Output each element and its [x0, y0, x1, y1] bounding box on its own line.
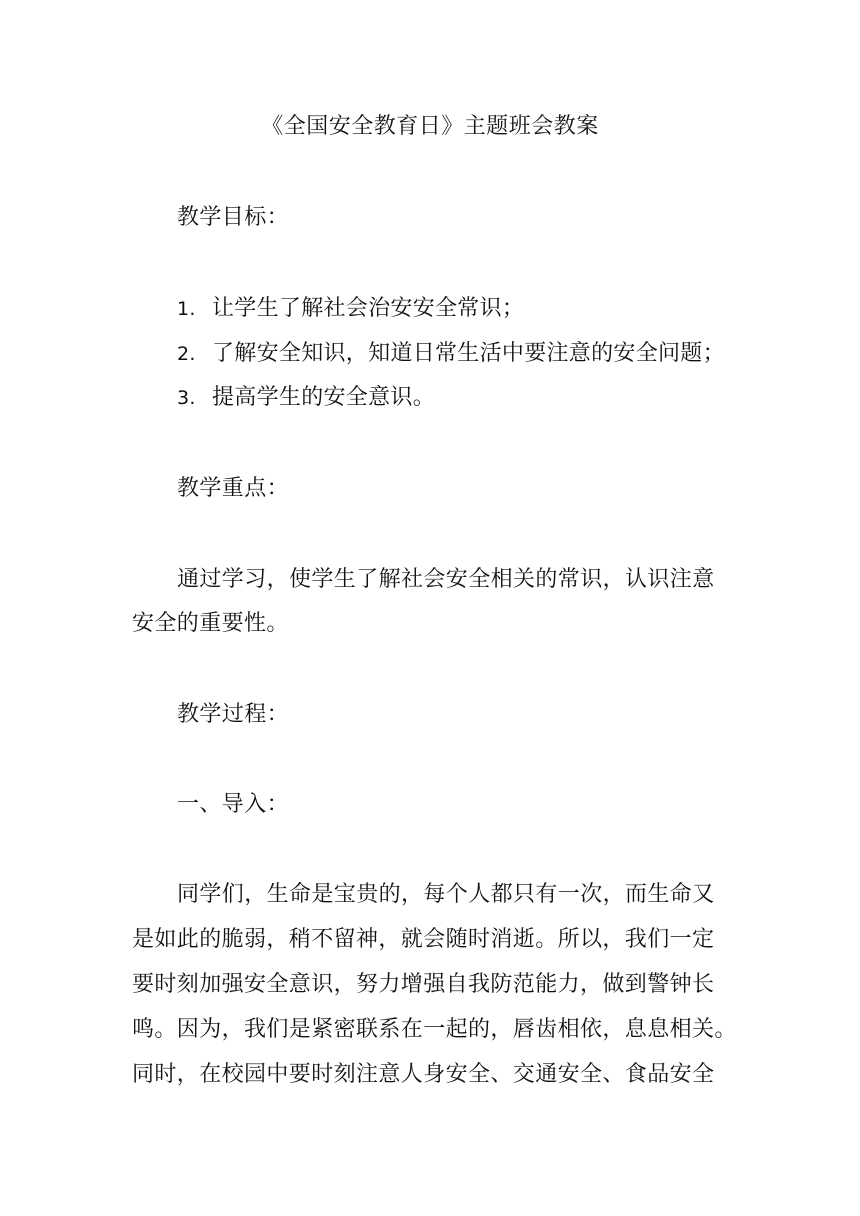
objective-number: 3. — [177, 387, 196, 409]
key-points-line-2: 安全的重要性。 — [132, 611, 289, 636]
objective-text: 了解安全知识，知道日常生活中要注意的安全问题； — [212, 341, 725, 366]
document-title: 《全国安全教育日》主题班会教案 — [261, 114, 599, 139]
objective-text: 让学生了解社会治安安全常识； — [212, 296, 525, 321]
intro-line-3: 要时刻加强安全意识，努力增强自我防范能力，做到警钟长 — [132, 972, 715, 997]
objective-item-3 — [177, 383, 435, 413]
key-points-heading: 教学重点： — [177, 476, 290, 501]
intro-line-5: 同时，在校园中要时刻注意人身安全、交通安全、食品安全 — [132, 1062, 715, 1087]
objectives-heading: 教学目标： — [177, 205, 290, 230]
process-heading: 教学过程： — [177, 702, 290, 727]
objective-number: 1. — [177, 298, 196, 320]
key-points-line-1: 通过学习，使学生了解社会安全相关的常识，认识注意 — [177, 567, 715, 592]
intro-line-2: 是如此的脆弱，稍不留神，就会随时消逝。所以，我们一定 — [132, 927, 715, 952]
intro-line-1: 同学们，生命是宝贵的，每个人都只有一次，而生命又 — [177, 882, 715, 907]
objective-item-1 — [177, 294, 524, 324]
objective-item-2 — [177, 339, 725, 369]
objective-number: 2. — [177, 343, 196, 365]
objective-text: 提高学生的安全意识。 — [212, 385, 436, 410]
intro-line-4: 鸣。因为，我们是紧密联系在一起的，唇齿相依，息息相关。 — [132, 1017, 737, 1042]
intro-heading: 一、导入： — [177, 792, 290, 817]
